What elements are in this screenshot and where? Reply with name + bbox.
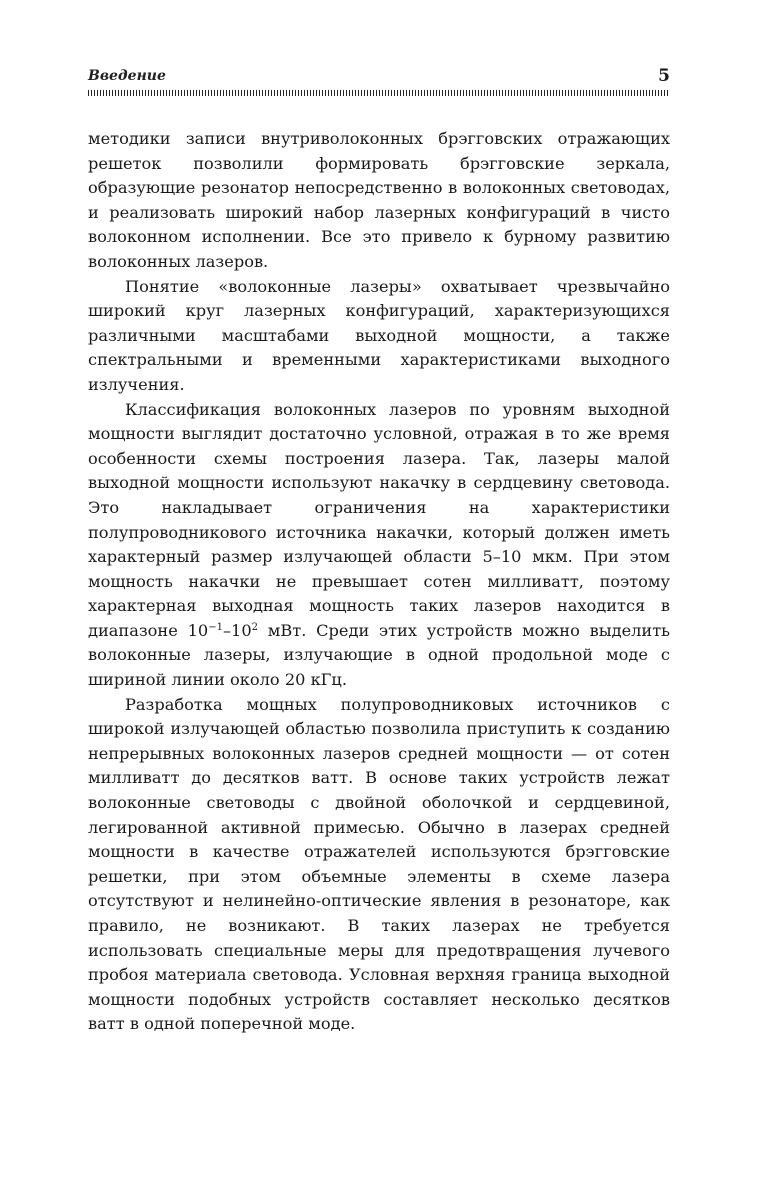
paragraph-3-text: Классификация волоконных лазеров по уровням выходной мощности выглядит достаточно условной, отражая в то же время особенности схемы построения лазера. Так, лазеры малой выходной мощности используют накачку в сердцевину световода. Это накладывает ограничения на характеристики полупроводникового источника накачки, который должен иметь характерный размер излучающей области 5–10 мкм. При этом мощность накачки не превышает сотен милливатт, поэтому характерная выходная мощность таких лазеров находится в диапазоне [88,399,670,640]
paragraph-1: методики записи внутриволоконных брэгговских отражающих решеток позволили формировать брэгговские зеркала, образующие резонатор непосредственно в волоконных световодах, и реализовать широкий набор лазерных конфигураций в чисто волоконном исполнении. Все это привело к бурному развитию волоконных лазеров. [88,129,670,271]
running-header [88,66,670,90]
paragraph-2: Понятие «волоконные лазеры» охватывает чрезвычайно широкий круг лазерных конфигураций, характеризующихся различными масштабами выходной мощности, а также спектральными и временными характеристиками выходного излучения. [88,276,670,394]
range-base-high: 10 [231,620,252,640]
body-text [88,127,670,1037]
page-number: 5 [658,66,670,86]
range-unit: мВт [267,620,302,640]
range-base-low: 10 [187,620,209,640]
range-exp-high: 2 [251,621,259,633]
running-title: Введение [88,68,166,84]
range-exp-low: −1 [208,621,223,633]
paragraph-3: Классификация волоконных лазеров по уровням выходной мощности выглядит достаточно условной, отражая в то же время особенности схемы построения лазера. Так, лазеры малой выходной мощности используют накачку в сердцевину световода. Это накладывает ограничения на характеристики полупроводникового источника накачки, который должен иметь характерный размер излучающей области 5–10 мкм. При этом мощность накачки не превышает сотен милливатт, поэтому характерная выходная мощность таких лазеров находится в диапазоне $10^{-1}-10^2$ мВт. Среди этих устройств можно выделить волоконные лазеры, излучающие в одной продольной моде с шириной линии около 20 кГц. [88,399,670,690]
range-dash: – [222,620,232,640]
power-range [188,621,302,640]
header-rule [88,90,670,96]
paragraph-4: Разработка мощных полупроводниковых источников с широкой излучающей областью позволила приступить к созданию непрерывных волоконных лазеров средней мощности — от сотен милливатт до десятков ватт. В основе таких устройств лежат волоконные световоды с двойной оболочкой и сердцевиной, легированной активной примесью. Обычно в лазерах средней мощности в качестве отражателей используются брэгговские решетки, при этом объемные элементы в схеме лазера отсутствуют и нелинейно-оптические явления в резонаторе, как правило, не возникают. В таких лазерах не требуется использовать специальные меры для предотвращения лучевого пробоя материала световода. Условная верхняя граница выходной мощности подобных устройств составляет несколько десятков ватт в одной поперечной моде. [88,694,670,1034]
paragraph-3-continuation: Среди этих устройств можно выделить волоконные лазеры, излучающие в одной продольной моде с шириной линии около 20 кГц. [88,620,670,690]
